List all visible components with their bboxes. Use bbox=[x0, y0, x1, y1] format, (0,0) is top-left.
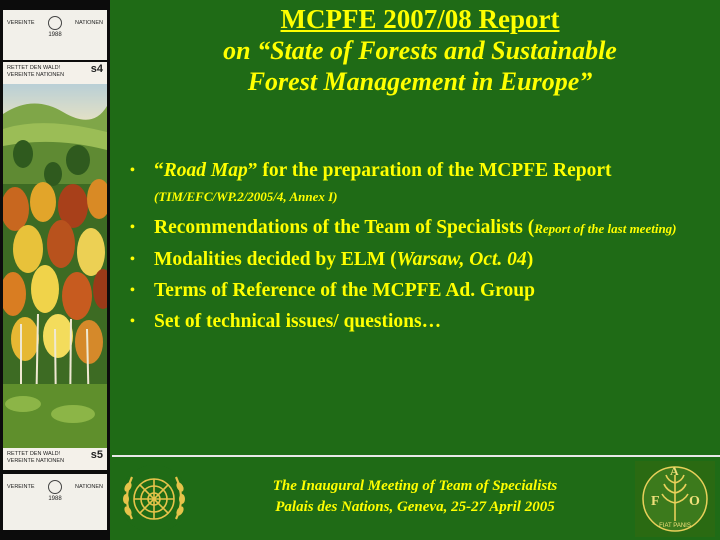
bullet-3-text: Modalities decided by ELM ( bbox=[154, 249, 397, 270]
bullet-1-reference: (TIM/EFC/WP.2/2005/4, Annex I) bbox=[154, 189, 338, 204]
stamp-top-left-text: VEREINTE bbox=[7, 20, 35, 26]
stamp-bottom-left-text: VEREINTE bbox=[7, 484, 35, 490]
title-line-3: Forest Management in Europe” bbox=[247, 67, 593, 96]
bullet-dot-icon: • bbox=[130, 163, 135, 178]
forest-painting bbox=[3, 84, 107, 448]
un-emblem-mini-icon bbox=[48, 16, 62, 30]
bullet-1-text: ” for the preparation of the MCPFE Report bbox=[247, 160, 612, 181]
un-emblem-graphic bbox=[118, 463, 190, 535]
bullet-5-text: Set of technical issues/ questions… bbox=[154, 311, 442, 332]
title-line-2: on “State of Forests and Sustainable bbox=[223, 36, 617, 65]
bullet-1-open-quote: “ bbox=[154, 160, 164, 181]
bullet-2-text: Recommendations of the Team of Specialists ( bbox=[154, 217, 535, 238]
bullet-dot-icon: • bbox=[130, 252, 135, 267]
stamp-caption-bottom bbox=[3, 448, 107, 470]
fao-motto: FIAT PANIS bbox=[659, 523, 691, 529]
un-stamp-top bbox=[3, 10, 107, 60]
footer-divider bbox=[112, 455, 720, 457]
bullet-1-italic: Road Map bbox=[163, 160, 248, 181]
bullet-3-italic: Warsaw, Oct. 04 bbox=[396, 249, 527, 270]
bullet-dot-icon: • bbox=[130, 314, 135, 329]
un-emblem-mini-icon bbox=[48, 480, 62, 494]
stamp-top-right-text: NATIONEN bbox=[74, 20, 103, 26]
stamp-bottom-right-text: NATIONEN bbox=[74, 484, 103, 490]
slide-title bbox=[120, 4, 720, 97]
stamp-top-year: 1988 bbox=[48, 32, 62, 38]
bullet-item bbox=[128, 247, 714, 272]
fao-letter-a: A bbox=[670, 464, 679, 478]
forest-stamp-image bbox=[3, 62, 107, 470]
stamp-denomination-bottom: s5 bbox=[90, 449, 103, 461]
footer-text bbox=[200, 476, 630, 518]
un-stamp-bottom bbox=[3, 474, 107, 530]
un-emblem-icon bbox=[112, 458, 196, 540]
bullet-item bbox=[128, 158, 714, 209]
fao-logo-icon bbox=[632, 458, 718, 540]
title-line-1: MCPFE 2007/08 Report bbox=[280, 4, 560, 34]
stamp-denomination-top: s4 bbox=[90, 63, 103, 75]
fao-logo-graphic bbox=[635, 461, 715, 537]
stamp-caption-top-line2: VEREINTE NATIONEN bbox=[7, 72, 65, 78]
bullet-2-reference: Report of the last meeting) bbox=[534, 221, 677, 236]
stamp-caption-top bbox=[3, 62, 107, 84]
bullet-list bbox=[128, 158, 714, 340]
bullet-dot-icon: • bbox=[130, 220, 135, 235]
stamp-bottom-year: 1988 bbox=[48, 496, 62, 502]
footer-line-1: The Inaugural Meeting of Team of Specialists bbox=[272, 478, 558, 494]
bullet-3-close: ) bbox=[526, 249, 534, 270]
stamp-caption-bottom-line1: RETTET DEN WALD! bbox=[7, 451, 61, 457]
fao-letter-f: F bbox=[651, 494, 660, 509]
bullet-4-text: Terms of Reference of the MCPFE Ad. Group bbox=[154, 280, 535, 301]
bullet-item bbox=[128, 215, 714, 241]
bullet-dot-icon: • bbox=[130, 283, 135, 298]
footer-line-2: Palais des Nations, Geneva, 25-27 April 2005 bbox=[275, 499, 555, 515]
stamp-caption-bottom-line2: VEREINTE NATIONEN bbox=[7, 458, 65, 464]
fao-letter-o: O bbox=[689, 494, 700, 509]
bullet-item bbox=[128, 309, 714, 334]
stamp-strip bbox=[0, 0, 110, 540]
stamp-caption-top-line1: RETTET DEN WALD! bbox=[7, 65, 61, 71]
bullet-item bbox=[128, 278, 714, 303]
